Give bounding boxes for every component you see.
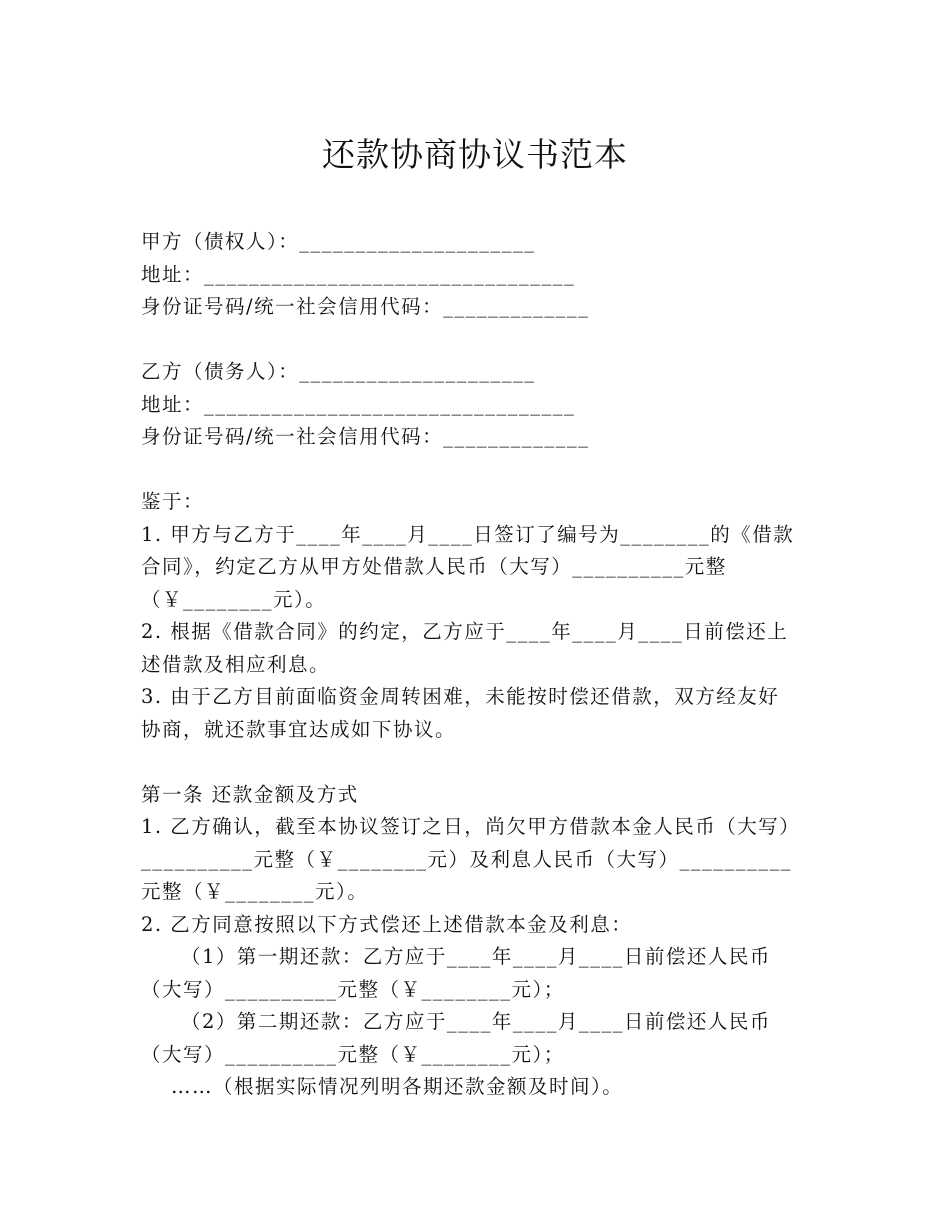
whereas-line: （￥________元）。	[141, 587, 327, 611]
document-title: 还款协商协议书范本	[322, 135, 628, 174]
article-1-line: __________元整（￥________元）及利息人民币（大写）__________	[141, 847, 793, 871]
article-1-line: 元整（￥________元）。	[141, 880, 369, 903]
installment-1-amount: （大写）__________元整（￥________元）；	[141, 977, 565, 1001]
spacer	[141, 454, 841, 487]
installment-1-line: （1）第一期还款：乙方应于____年____月____日前偿还人民币	[181, 945, 771, 968]
whereas-line: 协商，就还款事宜达成如下协议。	[141, 717, 457, 741]
whereas-heading: 鉴于：	[141, 490, 205, 513]
installment-note: ……（根据实际情况列明各期还款金额及时间）。	[171, 1075, 624, 1098]
whereas-line: 1. 甲方与乙方于____年____月____日签订了编号为________的《借款	[141, 522, 795, 546]
document-body	[141, 226, 841, 1104]
installment-2-amount: （大写）__________元整（￥________元）；	[141, 1042, 565, 1066]
article-1-heading: 第一条 还款金额及方式	[141, 782, 359, 806]
installment-2-line: （2）第二期还款：乙方应于____年____月____日前偿还人民币	[181, 1010, 771, 1033]
article-1-line: 1. 乙方确认，截至本协议签订之日，尚欠甲方借款本金人民币（大写）	[141, 815, 801, 838]
whereas-line: 述借款及相应利息。	[141, 652, 331, 676]
whereas-line: 合同》，约定乙方从甲方处借款人民币（大写）__________元整	[141, 555, 727, 578]
article-1-line: 2. 乙方同意按照以下方式偿还上述借款本金及利息：	[141, 912, 633, 936]
whereas-line: 3. 由于乙方目前面临资金周转困难，未能按时偿还借款，双方经友好	[141, 685, 780, 708]
whereas-line: 2. 根据《借款合同》的约定，乙方应于____年____月____日前偿还上	[141, 620, 789, 643]
party-b-id-field: 身份证号码/统一社会信用代码：_____________	[141, 425, 590, 448]
spacer	[141, 746, 841, 779]
party-a-address-field: 地址：_________________________________	[141, 262, 576, 286]
spacer	[141, 324, 841, 357]
party-a-name-field: 甲方（债权人）：_____________________	[141, 230, 536, 253]
party-b-name-field: 乙方（债务人）：_____________________	[141, 360, 536, 383]
party-a-id-field: 身份证号码/统一社会信用代码：_____________	[141, 295, 590, 318]
party-b-address-field: 地址：_________________________________	[141, 392, 576, 416]
